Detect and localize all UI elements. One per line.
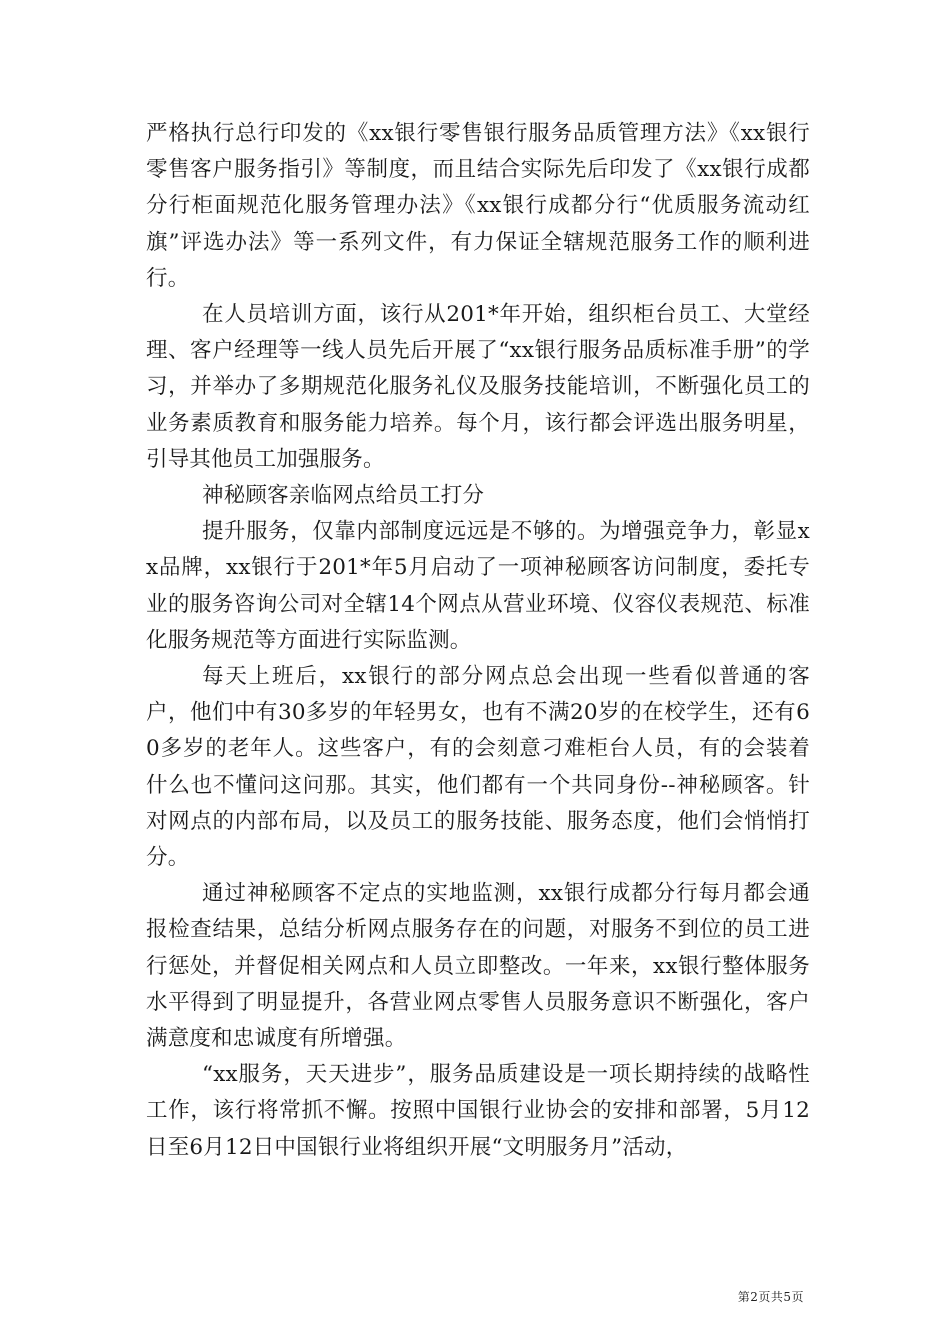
paragraph-3: 提升服务，仅靠内部制度远远是不够的。为增强竞争力，彰显xx品牌，xx银行于201*年5月启动了一项神秘顾客访问制度，委托专业的服务咨询公司对全辖14个网点从营业环境、仪容仪表规范、标准化服务规范等方面进行实际监测。	[146, 519, 810, 653]
paragraph-4: 每天上班后，xx银行的部分网点总会出现一些看似普通的客户，他们中有30多岁的年轻男女，也有不满20岁的在校学生，还有60多岁的老年人。这些客户，有的会刻意刁难柜台人员，有的会装着什么也不懂问这问那。其实，他们都有一个共同身份--神秘顾客。针对网点的内部布局，以及员工的服务技能、服务态度，他们会悄悄打分。	[146, 664, 810, 871]
paragraph-5: 通过神秘顾客不定点的实地监测，xx银行成都分行每月都会通报检查结果，总结分析网点服务存在的问题，对服务不到位的员工进行惩处，并督促相关网点和人员立即整改。一年来，xx银行整体服务水平得到了明显提升，各营业网点零售人员服务意识不断强化，客户满意度和忠诚度有所增强。	[146, 881, 810, 1052]
page-number: 第2页共5页	[737, 1290, 804, 1304]
paragraph-2: 在人员培训方面，该行从201*年开始，组织柜台员工、大堂经理、客户经理等一线人员先后开展了“xx银行服务品质标准手册”的学习，并举办了多期规范化服务礼仪及服务技能培训，不断强化员工的业务素质教育和服务能力培养。每个月，该行都会评选出服务明星，引导其他员工加强服务。	[146, 302, 810, 472]
paragraph-1: 严格执行总行印发的《xx银行零售银行服务品质管理方法》《xx银行零售客户服务指引》等制度，而且结合实际先后印发了《xx银行成都分行柜面规范化服务管理办法》《xx银行成都分行“优质服务流动红旗”评选办法》等一系列文件，有力保证全辖规范服务工作的顺利进行。	[146, 121, 810, 291]
section-heading: 神秘顾客亲临网点给员工打分	[202, 483, 485, 509]
paragraph-6: “xx服务，天天进步”，服务品质建设是一项长期持续的战略性工作，该行将常抓不懈。按照中国银行业协会的安排和部署，5月12日至6月12日中国银行业将组织开展“文明服务月”活动，	[146, 1062, 810, 1160]
document-body	[146, 116, 810, 1166]
